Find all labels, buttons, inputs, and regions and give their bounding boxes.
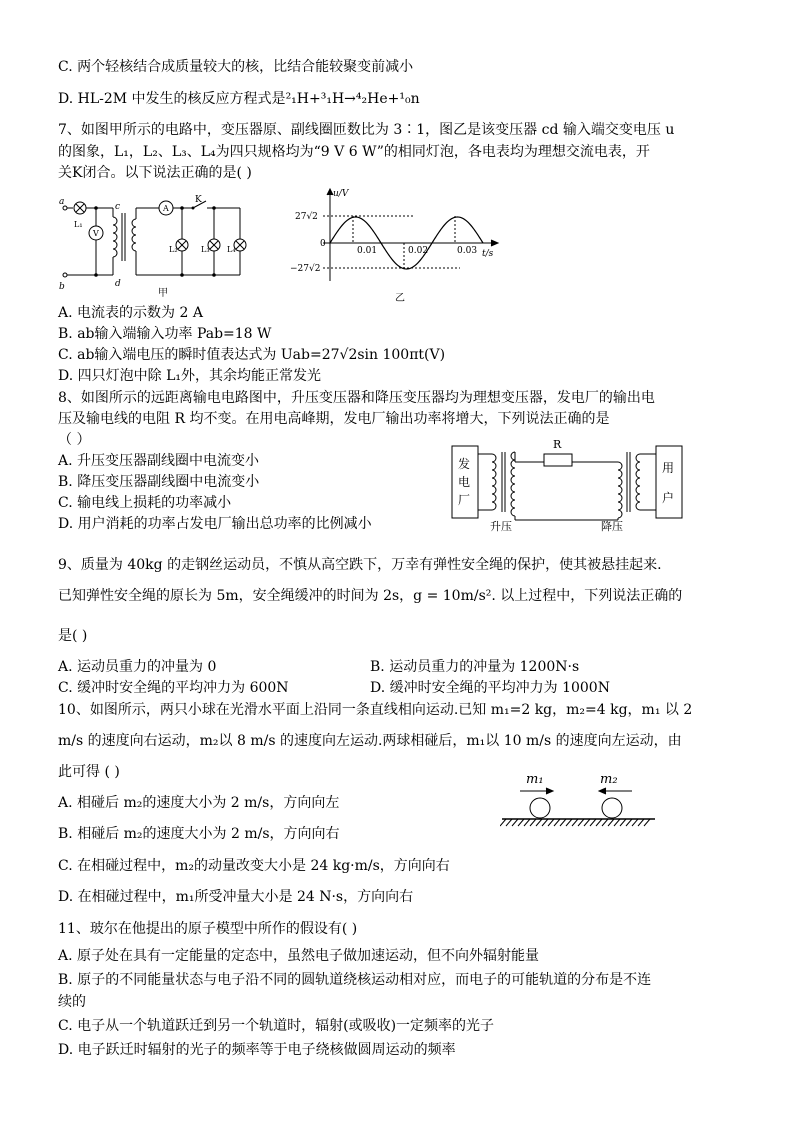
q8-option-a: A. 升压变压器副线圈中电流变小 bbox=[58, 453, 260, 469]
q6-option-d-prefix: D. HL-2M 中发生的核反应方程式是 bbox=[58, 91, 286, 107]
q10-option-d: D. 在相碰过程中，m₁所受冲量大小是 24 N·s，方向向右 bbox=[58, 889, 414, 905]
q7-option-a: A. 电流表的示数为 2 A bbox=[58, 305, 203, 321]
y-axis-label: u/V bbox=[333, 189, 349, 199]
lamp-l1-label: L₁ bbox=[74, 220, 83, 229]
q11-option-b-line-1: B. 原子的不同能量状态与电子沿不同的圆轨道绕核运动相对应，而电子的可能轨道的分布是不连 bbox=[58, 972, 652, 988]
q10-stem-line-2: m/s 的速度向右运动，m₂以 8 m/s 的速度向左运动.两球相碰后，m₁以 10 m/s 的速度向左运动，由 bbox=[58, 733, 682, 749]
q8-transmission-figure bbox=[446, 432, 692, 532]
q9-option-b: B. 运动员重力的冲量为 1200N·s bbox=[370, 659, 580, 675]
lamp-l2-label: L₂ bbox=[169, 245, 178, 254]
terminal-d-label: d bbox=[115, 279, 121, 289]
q10-option-a: A. 相碰后 m₂的速度大小为 2 m/s，方向向左 bbox=[58, 795, 340, 811]
plant-label-2: 电 bbox=[458, 475, 471, 489]
q6-option-d-equation: ²₁H+³₁H→⁴₂He+¹₀n bbox=[285, 91, 420, 107]
y-top-tick: 27√2 bbox=[295, 212, 318, 222]
q7-stem-line-3: 关K闭合。以下说法正确的是( ) bbox=[58, 165, 252, 181]
user-label-2: 户 bbox=[662, 491, 675, 505]
q7-option-c: C. ab输入端电压的瞬时值表达式为 Uab=27√2sin 100πt(V) bbox=[58, 347, 446, 363]
figure-jia-label: 甲 bbox=[158, 288, 168, 299]
q11-option-b-line-2: 续的 bbox=[58, 994, 86, 1010]
y-bottom-tick: −27√2 bbox=[290, 264, 321, 274]
q6-option-c: C. 两个轻核结合成质量较大的核，比结合能较聚变前减小 bbox=[58, 59, 414, 75]
q8-option-d: D. 用户消耗的功率占发电厂输出总功率的比例减小 bbox=[58, 516, 372, 532]
q9-stem-line-2: 已知弹性安全绳的原长为 5m，安全绳缓冲的时间为 2s，g = 10m/s². 以上过程中，下列说法正确的 bbox=[58, 588, 683, 604]
q10-stem-line-3: 此可得 ( ) bbox=[58, 764, 120, 780]
resistor-r-label: R bbox=[553, 438, 562, 451]
step-up-label: 升压 bbox=[490, 520, 512, 532]
q8-stem-line-1: 8、如图所示的远距离输电电路图中，升压变压器和降压变压器均为理想变压器，发电厂的输出电 bbox=[58, 390, 655, 406]
m2-label: m₂ bbox=[600, 772, 618, 787]
q9-stem-line-1: 9、质量为 40kg 的走钢丝运动员，不慎从高空跌下，万幸有弹性安全绳的保护，使其被悬挂起来. bbox=[58, 557, 662, 573]
q10-stem-line-1: 10、如图所示，两只小球在光滑水平面上沿同一条直线相向运动.已知 m₁=2 kg，m₂=4 kg，m₁ 以 2 bbox=[58, 702, 693, 718]
q11-option-d: D. 电子跃迁时辐射的光子的频率等于电子绕核做圆周运动的频率 bbox=[58, 1042, 456, 1058]
t-tick-1: 0.01 bbox=[357, 246, 378, 256]
q8-stem-line-2: 压及输电线的电阻 R 均不变。在用电高峰期，发电厂输出功率将增大，下列说法正确的是 bbox=[58, 411, 610, 427]
q11-option-c: C. 电子从一个轨道跃迁到另一个轨道时，辐射(或吸收)一定频率的光子 bbox=[58, 1018, 495, 1034]
origin-label: 0 bbox=[320, 239, 326, 249]
q10-balls-figure bbox=[500, 768, 660, 830]
q8-stem-line-3: （ ） bbox=[58, 432, 91, 448]
ball-m1 bbox=[530, 798, 550, 818]
ammeter-label: A bbox=[163, 204, 169, 213]
q9-stem-line-3: 是( ) bbox=[58, 628, 88, 644]
figure-yi-label: 乙 bbox=[395, 293, 405, 304]
x-axis-label: t/s bbox=[482, 249, 494, 259]
q11-stem: 11、玻尔在他提出的原子模型中所作的假设有( ) bbox=[58, 921, 358, 937]
terminal-a-label: a bbox=[59, 197, 65, 207]
user-label-1: 用 bbox=[662, 461, 675, 475]
voltmeter-label: V bbox=[93, 229, 99, 238]
q6-option-d bbox=[58, 90, 420, 108]
q9-option-a: A. 运动员重力的冲量为 0 bbox=[58, 659, 217, 675]
switch-k-label: K bbox=[195, 195, 202, 205]
q10-option-c: C. 在相碰过程中，m₂的动量改变大小是 24 kg·m/s，方向向右 bbox=[58, 858, 450, 874]
step-down-label: 降压 bbox=[601, 520, 623, 532]
q7-voltage-graph bbox=[285, 186, 515, 306]
q8-option-b: B. 降压变压器副线圈中电流变小 bbox=[58, 474, 260, 490]
q10-option-b: B. 相碰后 m₂的速度大小为 2 m/s，方向向右 bbox=[58, 826, 340, 842]
ball-m2 bbox=[602, 798, 622, 818]
m1-label: m₁ bbox=[526, 772, 544, 787]
lamp-l4-label: L₄ bbox=[227, 245, 236, 254]
t-tick-3: 0.03 bbox=[457, 246, 478, 256]
q7-circuit-figure bbox=[58, 195, 268, 300]
terminal-b-label: b bbox=[59, 282, 65, 292]
q9-option-d: D. 缓冲时安全绳的平均冲力为 1000N bbox=[370, 680, 610, 696]
q7-option-b: B. ab输入端输入功率 Pab=18 W bbox=[58, 326, 272, 342]
q7-stem-line-2: 的图象，L₁，L₂、L₃、L₄为四只规格均为“9 V 6 W”的相同灯泡，各电表均为理想交流电表，开 bbox=[58, 144, 650, 160]
q8-option-c: C. 输电线上损耗的功率减小 bbox=[58, 495, 232, 511]
q11-option-a: A. 原子处在具有一定能量的定态中，虽然电子做加速运动，但不向外辐射能量 bbox=[58, 948, 540, 964]
t-tick-2: 0.02 bbox=[408, 246, 429, 256]
lamp-l3-label: L₃ bbox=[201, 245, 210, 254]
plant-label-1: 发 bbox=[458, 457, 471, 471]
plant-label-3: 厂 bbox=[458, 493, 471, 507]
terminal-c-label: c bbox=[115, 202, 121, 212]
q7-stem-line-1: 7、如图甲所示的电路中，变压器原、副线圈匝数比为 3∶1，图乙是该变压器 cd 输入端交变电压 u bbox=[58, 122, 675, 138]
q9-option-c: C. 缓冲时安全绳的平均冲力为 600N bbox=[58, 680, 289, 696]
q7-option-d: D. 四只灯泡中除 L₁外，其余均能正常发光 bbox=[58, 368, 321, 384]
